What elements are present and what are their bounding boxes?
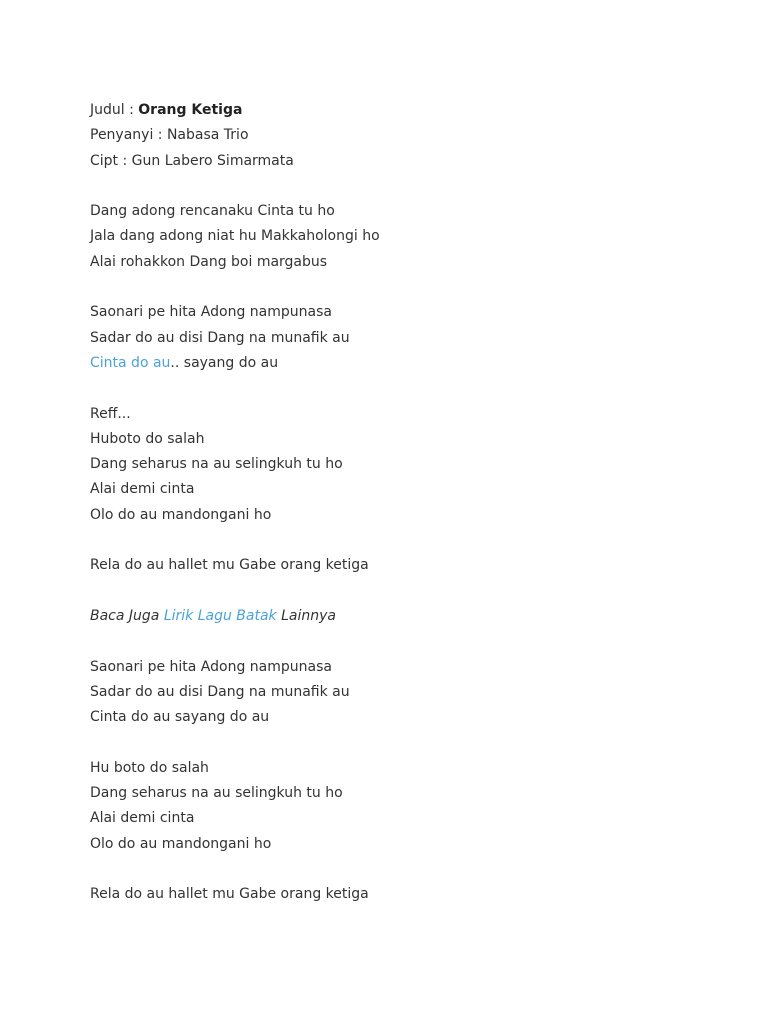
verse3-line: Sadar do au disi Dang na munafik au [90, 683, 350, 700]
chorus2-line: Alai demi cinta [90, 810, 195, 827]
cinta-do-au-link[interactable]: Cinta do au [90, 354, 171, 371]
chorus2-line: Olo do au mandongani ho [90, 835, 272, 852]
song-title [90, 98, 710, 123]
verse2-line: Saonari pe hita Adong nampunasa [90, 304, 332, 321]
chorus2-line: Hu boto do salah [90, 759, 209, 776]
read-also-prefix: Baca Juga [90, 607, 164, 624]
verse2-line: Sadar do au disi Dang na munafik au [90, 329, 350, 346]
spacer [90, 730, 710, 755]
spacer [90, 275, 710, 300]
title-value: Orang Ketiga [138, 102, 243, 118]
chorus1-line: Dang seharus na au selingkuh tu ho [90, 456, 343, 473]
read-also-line [90, 604, 710, 629]
spacer [90, 857, 710, 882]
spacer [90, 174, 710, 199]
chorus1-line: Huboto do salah [90, 430, 205, 447]
verse1-line: Jala dang adong niat hu Makkaholongi ho [90, 228, 380, 245]
verse1-line: Dang adong rencanaku Cinta tu ho [90, 203, 335, 220]
spacer [90, 528, 710, 553]
verse2-link-suffix: .. sayang do au [170, 354, 279, 371]
bridge1-line: Rela do au hallet mu Gabe orang ketiga [90, 557, 369, 574]
spacer [90, 579, 710, 604]
read-also-suffix: Lainnya [276, 607, 337, 624]
bridge2-line: Rela do au hallet mu Gabe orang ketiga [90, 886, 369, 903]
chorus2-line: Dang seharus na au selingkuh tu ho [90, 785, 343, 802]
spacer [90, 376, 710, 401]
verse3-line: Saonari pe hita Adong nampunasa [90, 658, 332, 675]
batak-lyrics-link[interactable]: Lirik Lagu Batak [163, 607, 277, 624]
chorus1-line: Alai demi cinta [90, 481, 195, 498]
chorus1-line: Reff... [90, 405, 131, 422]
verse3-line: Cinta do au sayang do au [90, 709, 270, 726]
singer-line: Penyanyi : Nabasa Trio [90, 127, 249, 144]
verse2-line-with-link [90, 351, 710, 376]
composer-line: Cipt : Gun Labero Simarmata [90, 152, 294, 169]
verse1-line: Alai rohakkon Dang boi margabus [90, 253, 328, 270]
lyrics-document [90, 98, 710, 908]
title-label: Judul : [90, 102, 139, 118]
spacer [90, 629, 710, 654]
chorus1-line: Olo do au mandongani ho [90, 506, 272, 523]
